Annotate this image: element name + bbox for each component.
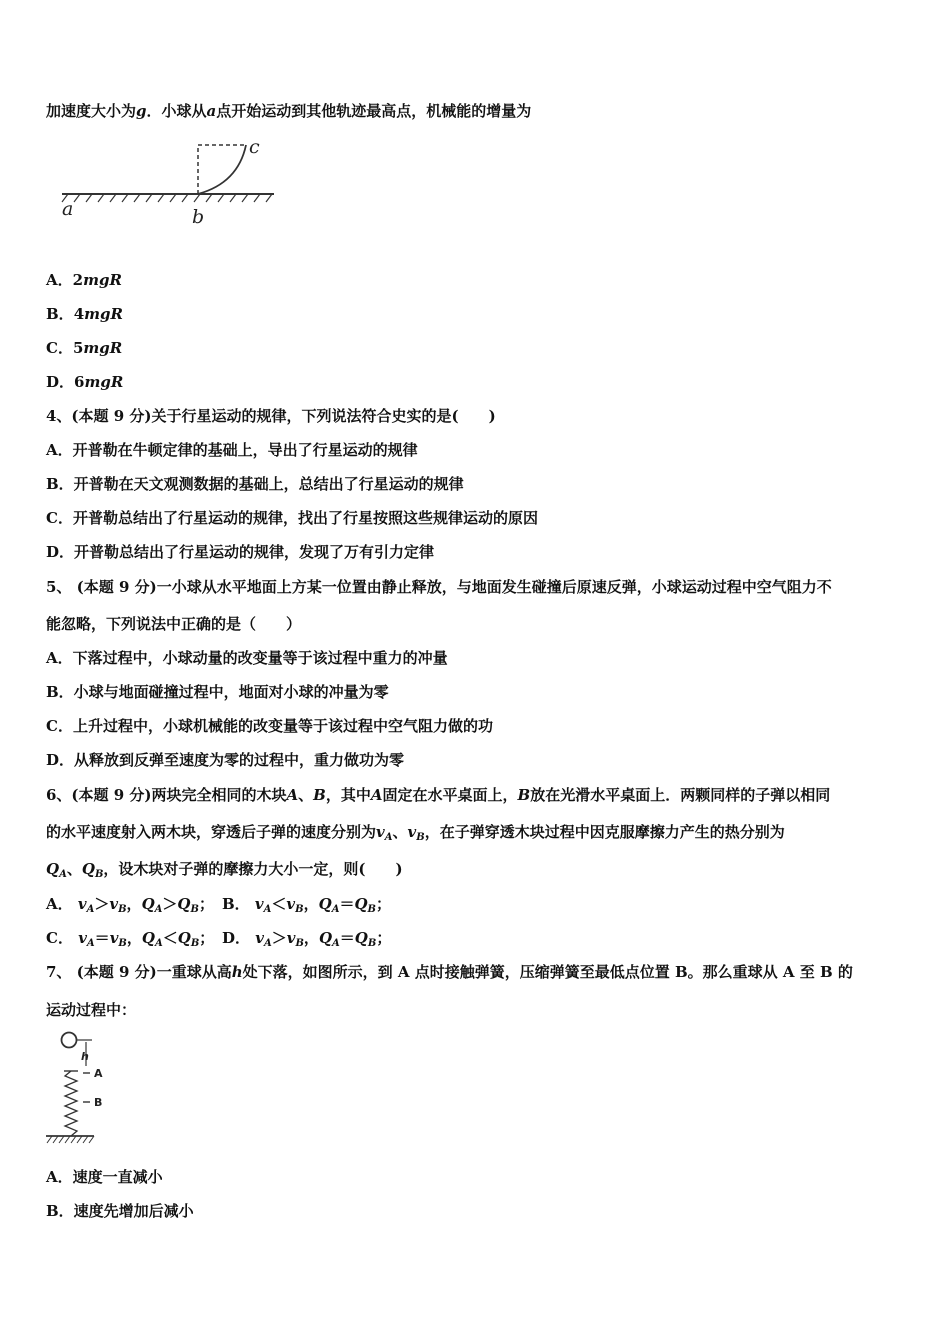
q3-label-a: a [62,198,74,220]
q3-stem [46,101,531,121]
q7-stem-line-1: 7、 (本题 9 分)一重球从高h处下落，如图所示，到 A 点时接触弹簧，压缩弹簧至最低点位置 B。那么重球从 A 至 B 的 [46,963,853,981]
q4-option-b: B．开普勒在天文观测数据的基础上，总结出了行星运动的规律 [46,475,464,493]
q7-option-a: A．速度一直减小 [46,1168,163,1186]
q6-option-b: B． $v_A<v_B$，$Q_A=Q_B$； [222,895,392,915]
q3-option-b: B．4mgR [46,305,123,323]
q3-stem-g: g [136,102,147,120]
q7-ball [62,1033,77,1048]
q7-floor-hatching [47,1136,94,1143]
q3-label-b: b [192,206,205,228]
q7-option-b: B．速度先增加后减小 [46,1202,194,1220]
q5-option-b: B．小球与地面碰撞过程中，地面对小球的冲量为零 [46,683,389,701]
q3-label-c: c [249,136,260,158]
q3-stem-text-1: 加速度大小为 [46,102,137,120]
q3-ground-hatching [62,194,272,202]
q4-option-a: A．开普勒在牛顿定律的基础上，导出了行星运动的规律 [46,441,418,459]
q6-option-a: A． $v_A>v_B$，$Q_A>Q_B$； [46,895,214,915]
q5-option-d: D．从释放到反弹至速度为零的过程中，重力做功为零 [46,751,405,769]
q3-arc-track [198,145,246,194]
q6-option-d: D． $v_A>v_B$，$Q_A=Q_B$； [222,929,392,949]
q3-option-a: A．2mgR [46,271,122,289]
q3-option-c: C．5mgR [46,339,123,357]
q3-stem-a: a [206,102,217,120]
q6-stem-line-1: 6、(本题 9 分)两块完全相同的木块A、B，其中A固定在水平桌面上，B放在光滑水平桌面上．两颗同样的子弹以相同 [46,786,831,804]
q4-option-d: D．开普勒总结出了行星运动的规律，发现了万有引力定律 [46,543,435,561]
q7-label-B: B [94,1096,103,1109]
q7-label-A: A [94,1067,103,1080]
q7-stem-line-2: 运动过程中： [46,1001,137,1019]
q5-stem-line-2: 能忽略，下列说法中正确的是（ ） [46,615,302,633]
q6-stem-line-2: 的水平速度射入两木块，穿透后子弹的速度分别为$v_A$、$v_B$，在子弹穿透木块过程中因克服摩擦力产生的热分别为 [46,823,785,843]
q5-option-c: C．上升过程中，小球机械能的改变量等于该过程中空气阻力做的功 [46,717,493,735]
q7-figure [44,1028,124,1150]
q4-option-c: C．开普勒总结出了行星运动的规律，找出了行星按照这些规律运动的原因 [46,509,538,527]
q3-stem-text-3: 点开始运动到其他轨迹最高点，机械能的增量为 [216,102,532,120]
q3-dashed-guide [198,145,246,194]
q4-stem: 4、(本题 9 分)关于行星运动的规律，下列说法符合史实的是( ) [46,407,496,425]
q3-figure [46,135,286,235]
q7-label-h: h [81,1050,89,1063]
q5-stem-line-1: 5、 (本题 9 分)一小球从水平地面上方某一位置由静止释放，与地面发生碰撞后原速反弹，小球运动过程中空气阻力不 [46,578,832,596]
q3-option-d: D．6mgR [46,373,124,391]
q6-option-c: C． $v_A=v_B$，$Q_A<Q_B$； [46,929,215,949]
q6-stem-line-3: $Q_A$、$Q_B$，设木块对子弹的摩擦力大小一定，则( ) [46,860,403,880]
q7-spring [65,1071,77,1136]
q3-stem-text-2: ．小球从 [146,102,207,120]
q5-option-a: A．下落过程中，小球动量的改变量等于该过程中重力的冲量 [46,649,448,667]
